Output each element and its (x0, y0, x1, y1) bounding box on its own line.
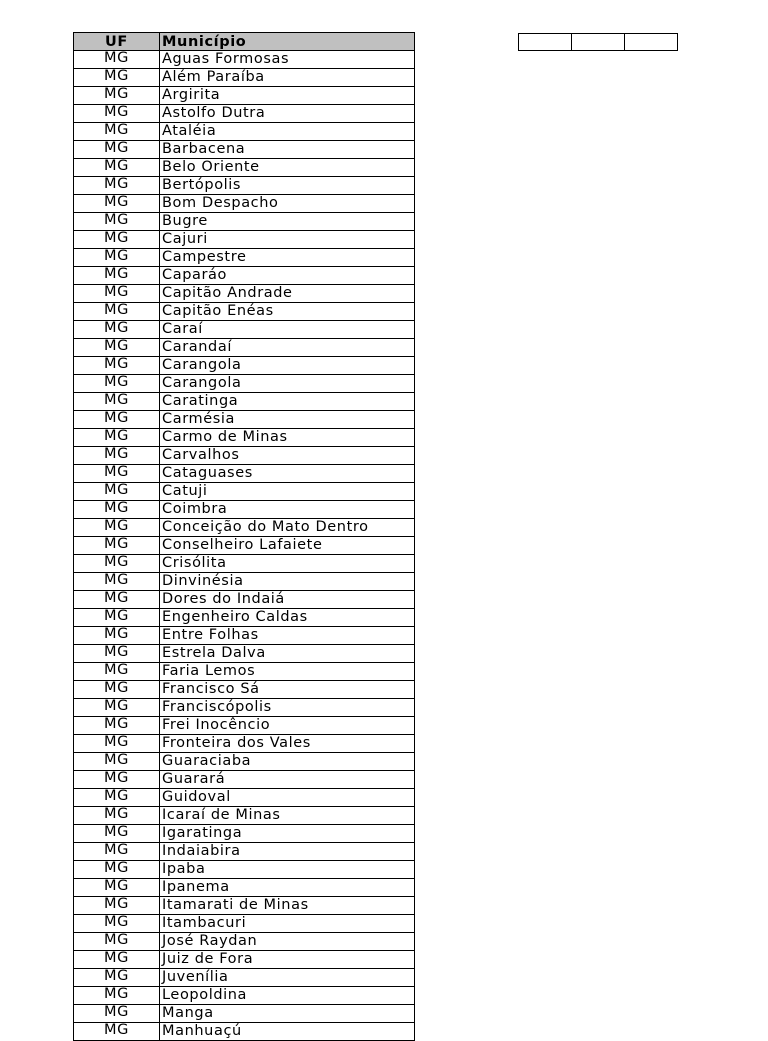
municipio-cell[interactable]: Crisólita (160, 554, 415, 572)
municipio-cell[interactable]: Juvenília (160, 968, 415, 986)
uf-cell[interactable]: MG (74, 464, 160, 482)
uf-cell[interactable]: MG (74, 968, 160, 986)
municipio-cell[interactable]: Ipaba (160, 860, 415, 878)
table-row (74, 86, 415, 104)
table-row (74, 518, 415, 536)
uf-column-header[interactable]: UF (74, 33, 160, 51)
table-row (74, 50, 415, 68)
table-row (74, 356, 415, 374)
municipio-cell[interactable]: Capitão Andrade (160, 284, 415, 302)
municipio-cell[interactable]: Franciscópolis (160, 698, 415, 716)
table-row (74, 896, 415, 914)
municipio-cell[interactable]: Conceição do Mato Dentro (160, 518, 415, 536)
table-row (74, 248, 415, 266)
municipio-cell[interactable]: Bertópolis (160, 176, 415, 194)
municipio-cell[interactable]: Carmo de Minas (160, 428, 415, 446)
table-row (74, 734, 415, 752)
uf-cell[interactable]: MG (74, 842, 160, 860)
uf-cell[interactable]: MG (74, 914, 160, 932)
table-row (74, 446, 415, 464)
municipality-table (73, 32, 415, 1041)
municipio-cell[interactable]: Guarará (160, 770, 415, 788)
table-row (74, 950, 415, 968)
uf-cell[interactable]: MG (74, 374, 160, 392)
uf-cell[interactable]: MG (74, 986, 160, 1004)
municipio-cell[interactable]: Entre Folhas (160, 626, 415, 644)
uf-cell[interactable]: MG (74, 896, 160, 914)
table-row (74, 320, 415, 338)
table-row (74, 176, 415, 194)
uf-cell[interactable]: MG (74, 572, 160, 590)
municipio-cell[interactable]: Carangola (160, 356, 415, 374)
table-row (74, 554, 415, 572)
empty-cell[interactable] (519, 34, 572, 51)
uf-cell[interactable]: MG (74, 68, 160, 86)
table-row (74, 608, 415, 626)
municipio-cell[interactable]: Cataguases (160, 464, 415, 482)
uf-cell[interactable]: MG (74, 950, 160, 968)
uf-cell[interactable]: MG (74, 392, 160, 410)
municipio-cell[interactable]: Dinvinésia (160, 572, 415, 590)
table-row (74, 482, 415, 500)
municipio-cell[interactable]: Itambacuri (160, 914, 415, 932)
table-row (74, 662, 415, 680)
table-row (74, 806, 415, 824)
uf-cell[interactable]: MG (74, 338, 160, 356)
uf-cell[interactable]: MG (74, 878, 160, 896)
uf-cell[interactable]: MG (74, 446, 160, 464)
table-row (74, 230, 415, 248)
uf-cell[interactable]: MG (74, 140, 160, 158)
uf-cell[interactable]: MG (74, 932, 160, 950)
uf-cell[interactable]: MG (74, 410, 160, 428)
table-row (74, 1004, 415, 1022)
municipio-cell[interactable]: Belo Oriente (160, 158, 415, 176)
uf-cell[interactable]: MG (74, 320, 160, 338)
table-row (74, 68, 415, 86)
table-row (74, 302, 415, 320)
municipio-cell[interactable]: Faria Lemos (160, 662, 415, 680)
empty-cells-row-line (519, 34, 678, 51)
uf-cell[interactable]: MG (74, 266, 160, 284)
uf-cell[interactable]: MG (74, 716, 160, 734)
municipio-cell[interactable]: Ataléia (160, 122, 415, 140)
uf-cell[interactable]: MG (74, 194, 160, 212)
municipio-cell[interactable]: Caparáo (160, 266, 415, 284)
table-body (74, 50, 415, 1040)
uf-cell[interactable]: MG (74, 608, 160, 626)
uf-cell[interactable]: MG (74, 536, 160, 554)
uf-cell[interactable]: MG (74, 302, 160, 320)
uf-cell[interactable]: MG (74, 104, 160, 122)
municipio-cell[interactable]: Caratinga (160, 392, 415, 410)
municipio-cell[interactable]: Manhuaçú (160, 1022, 415, 1040)
municipio-column-header[interactable]: Município (160, 33, 415, 51)
municipio-cell[interactable]: Capitão Enéas (160, 302, 415, 320)
municipio-cell[interactable]: Guaraciaba (160, 752, 415, 770)
uf-cell[interactable]: MG (74, 860, 160, 878)
table-row (74, 968, 415, 986)
municipio-cell[interactable]: Bom Despacho (160, 194, 415, 212)
table-row (74, 338, 415, 356)
table-row (74, 824, 415, 842)
uf-cell[interactable]: MG (74, 284, 160, 302)
uf-cell[interactable]: MG (74, 644, 160, 662)
municipio-cell[interactable]: Coimbra (160, 500, 415, 518)
uf-cell[interactable]: MG (74, 518, 160, 536)
table-row (74, 104, 415, 122)
table-row (74, 266, 415, 284)
uf-cell[interactable]: MG (74, 212, 160, 230)
table-row (74, 932, 415, 950)
municipio-cell[interactable]: Aguas Formosas (160, 50, 415, 68)
uf-cell[interactable]: MG (74, 50, 160, 68)
municipio-cell[interactable]: Conselheiro Lafaiete (160, 536, 415, 554)
table-row (74, 842, 415, 860)
table-row (74, 212, 415, 230)
municipio-cell[interactable]: Argirita (160, 86, 415, 104)
table-row (74, 374, 415, 392)
table-row (74, 158, 415, 176)
table-row (74, 284, 415, 302)
municipio-cell[interactable]: Guidoval (160, 788, 415, 806)
uf-cell[interactable]: MG (74, 356, 160, 374)
uf-cell[interactable]: MG (74, 1022, 160, 1040)
table-row (74, 1022, 415, 1040)
uf-cell[interactable]: MG (74, 500, 160, 518)
municipio-cell[interactable]: Caraí (160, 320, 415, 338)
uf-cell[interactable]: MG (74, 590, 160, 608)
municipio-cell[interactable]: Icaraí de Minas (160, 806, 415, 824)
table-row (74, 428, 415, 446)
uf-cell[interactable]: MG (74, 122, 160, 140)
empty-cell[interactable] (625, 34, 678, 51)
uf-cell[interactable]: MG (74, 806, 160, 824)
uf-cell[interactable]: MG (74, 86, 160, 104)
uf-cell[interactable]: MG (74, 788, 160, 806)
table-row (74, 644, 415, 662)
table-row (74, 140, 415, 158)
municipio-cell[interactable]: Carvalhos (160, 446, 415, 464)
uf-cell[interactable]: MG (74, 554, 160, 572)
uf-cell[interactable]: MG (74, 158, 160, 176)
municipio-cell[interactable]: Frei Inocêncio (160, 716, 415, 734)
municipio-cell[interactable]: Cajuri (160, 230, 415, 248)
header-row (74, 33, 415, 51)
table-row (74, 410, 415, 428)
municipio-cell[interactable]: Além Paraíba (160, 68, 415, 86)
uf-cell[interactable]: MG (74, 428, 160, 446)
table-row (74, 986, 415, 1004)
municipio-cell[interactable]: José Raydan (160, 932, 415, 950)
municipio-cell[interactable]: Leopoldina (160, 986, 415, 1004)
table-row (74, 392, 415, 410)
uf-cell[interactable]: MG (74, 482, 160, 500)
municipio-cell[interactable]: Barbacena (160, 140, 415, 158)
table-row (74, 680, 415, 698)
table-row (74, 572, 415, 590)
empty-cells-row (518, 33, 678, 51)
municipio-cell[interactable]: Itamarati de Minas (160, 896, 415, 914)
table-row (74, 194, 415, 212)
municipio-cell[interactable]: Catuji (160, 482, 415, 500)
municipio-cell[interactable]: Igaratinga (160, 824, 415, 842)
table-row (74, 698, 415, 716)
municipio-cell[interactable]: Campestre (160, 248, 415, 266)
municipio-cell[interactable]: Ipanema (160, 878, 415, 896)
table-row (74, 626, 415, 644)
table-row (74, 788, 415, 806)
table-row (74, 752, 415, 770)
uf-cell[interactable]: MG (74, 770, 160, 788)
table-row (74, 536, 415, 554)
municipio-cell[interactable]: Carangola (160, 374, 415, 392)
table-row (74, 590, 415, 608)
uf-cell[interactable]: MG (74, 662, 160, 680)
table-row (74, 770, 415, 788)
municipio-cell[interactable]: Carmésia (160, 410, 415, 428)
municipio-cell[interactable]: Dores do Indaiá (160, 590, 415, 608)
table-row (74, 860, 415, 878)
table-row (74, 500, 415, 518)
municipio-cell[interactable]: Fronteira dos Vales (160, 734, 415, 752)
uf-cell[interactable]: MG (74, 1004, 160, 1022)
municipio-cell[interactable]: Engenheiro Caldas (160, 608, 415, 626)
municipio-cell[interactable]: Estrela Dalva (160, 644, 415, 662)
table-row (74, 716, 415, 734)
municipio-cell[interactable]: Manga (160, 1004, 415, 1022)
uf-cell[interactable]: MG (74, 248, 160, 266)
municipio-cell[interactable]: Astolfo Dutra (160, 104, 415, 122)
uf-cell[interactable]: MG (74, 698, 160, 716)
table-row (74, 122, 415, 140)
table-row (74, 878, 415, 896)
table-row (74, 914, 415, 932)
uf-cell[interactable]: MG (74, 230, 160, 248)
municipio-cell[interactable]: Bugre (160, 212, 415, 230)
municipio-cell[interactable]: Indaiabira (160, 842, 415, 860)
uf-cell[interactable]: MG (74, 824, 160, 842)
table-header (74, 33, 415, 51)
uf-cell[interactable]: MG (74, 752, 160, 770)
table-row (74, 464, 415, 482)
uf-cell[interactable]: MG (74, 176, 160, 194)
municipio-cell[interactable]: Francisco Sá (160, 680, 415, 698)
uf-cell[interactable]: MG (74, 626, 160, 644)
municipio-cell[interactable]: Carandaí (160, 338, 415, 356)
municipio-cell[interactable]: Juiz de Fora (160, 950, 415, 968)
empty-cell[interactable] (572, 34, 625, 51)
uf-cell[interactable]: MG (74, 680, 160, 698)
uf-cell[interactable]: MG (74, 734, 160, 752)
